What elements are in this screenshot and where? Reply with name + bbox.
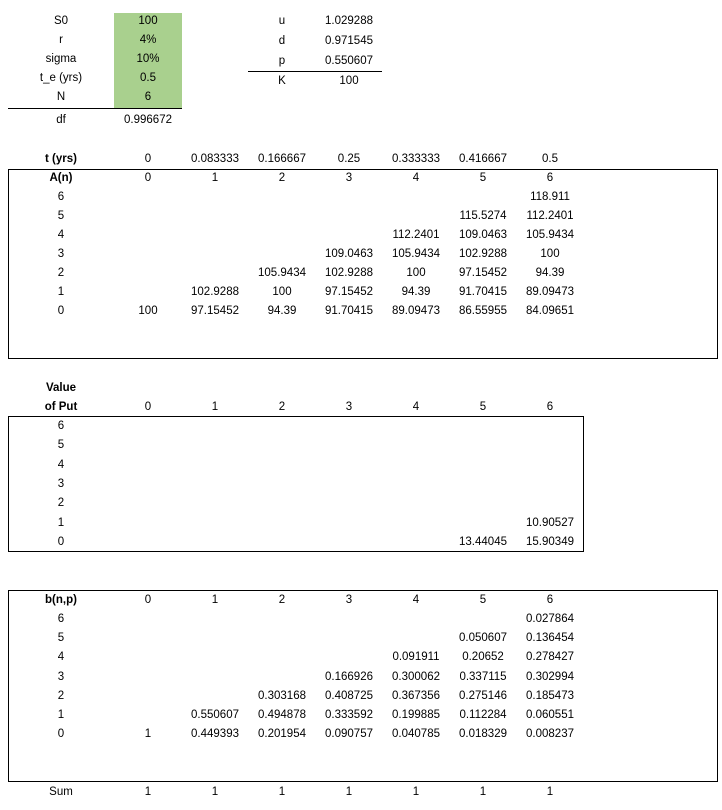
binom-cell: 0.275146	[459, 689, 507, 702]
binom-cell: 0.449393	[191, 728, 239, 741]
tree-col-header: 1	[211, 172, 219, 184]
derived-label: p	[278, 55, 286, 67]
tree-cell: 89.09473	[392, 305, 440, 317]
binom-row-index: 0	[57, 728, 65, 741]
derived-label: u	[278, 15, 286, 27]
tree-row-index: 6	[57, 191, 65, 203]
df-label: df	[56, 114, 66, 126]
binom-col-header: 0	[144, 594, 152, 606]
binom-cell: 0.018329	[459, 728, 507, 741]
tree-col-header: 3	[345, 172, 353, 184]
sum-value: 1	[479, 786, 487, 798]
binom-cell: 0.333592	[325, 709, 373, 721]
tree-cell: 100	[540, 248, 560, 260]
param-value: 4%	[139, 34, 157, 46]
param-value: 100	[138, 15, 158, 27]
binom-cell: 0.060551	[526, 709, 574, 721]
binom-cell: 0.090757	[325, 728, 373, 741]
tree-cell: 105.9434	[258, 267, 306, 279]
tree-cell: 97.15452	[459, 267, 507, 279]
binom-cell: 0.091911	[392, 651, 440, 664]
binom-col-header: 6	[546, 594, 554, 606]
binom-cell: 0.278427	[526, 651, 574, 664]
tree-cell: 100	[272, 286, 292, 298]
tree-row-index: 1	[57, 286, 65, 298]
params-divider	[8, 108, 182, 109]
binom-col-header: 1	[211, 594, 219, 606]
derived-divider	[248, 71, 382, 72]
tree-row-index: 5	[57, 210, 65, 222]
tree-col-header: 4	[412, 172, 420, 184]
put-col-header: 3	[345, 401, 353, 413]
binom-col-header: 3	[345, 594, 353, 606]
t-value: 0.333333	[392, 153, 440, 165]
binom-cell: 0.185473	[526, 689, 574, 702]
binom-row-index: 3	[57, 670, 65, 683]
binom-cell: 0.300062	[392, 670, 440, 683]
derived-value: 0.550607	[325, 55, 373, 67]
tree-cell: 109.0463	[459, 229, 507, 241]
tree-row-index: 0	[57, 305, 65, 317]
tree-col-header: 2	[278, 172, 286, 184]
put-cell: 15.90349	[526, 535, 574, 548]
binom-cell: 0.20652	[462, 651, 504, 664]
tree-cell: 84.09651	[526, 305, 574, 317]
binom-cell: 0.494878	[258, 709, 306, 721]
derived-value: 1.029288	[325, 15, 373, 27]
binom-row-index: 5	[57, 632, 65, 645]
tree-cell: 105.9434	[526, 229, 574, 241]
put-row-index: 6	[57, 420, 65, 432]
sum-value: 1	[278, 786, 286, 798]
derived-value: 100	[339, 75, 359, 87]
put-row-index: 1	[57, 516, 65, 529]
binom-row-index: 1	[57, 709, 65, 721]
put-value-box	[8, 416, 584, 552]
tree-cell: 109.0463	[325, 248, 373, 260]
derived-value: 0.971545	[325, 35, 373, 47]
tree-cell: 97.15452	[191, 305, 239, 317]
tree-col-header: 6	[546, 172, 554, 184]
tree-cell: 94.39	[267, 305, 297, 317]
tree-cell: 91.70415	[459, 286, 507, 298]
binom-label: b(n,p)	[45, 594, 77, 606]
tree-cell: 112.2401	[392, 229, 440, 241]
binom-cell: 0.302994	[526, 670, 574, 683]
binom-cell: 0.008237	[526, 728, 574, 741]
df-value: 0.996672	[124, 114, 172, 126]
param-label: r	[59, 34, 63, 46]
sum-value: 1	[345, 786, 353, 798]
binom-col-header: 5	[479, 594, 487, 606]
derived-label: K	[278, 75, 286, 87]
put-label-line2: of Put	[44, 401, 78, 413]
binom-cell: 0.050607	[459, 632, 507, 645]
tree-cell: 115.5274	[459, 210, 507, 222]
put-cell: 13.44045	[459, 535, 507, 548]
tree-cell: 89.09473	[526, 286, 574, 298]
put-col-header: 1	[211, 401, 219, 413]
t-value: 0.083333	[191, 153, 239, 165]
binom-cell: 0.199885	[392, 709, 440, 721]
tree-cell: 102.9288	[325, 267, 373, 279]
param-value: 10%	[136, 53, 160, 65]
t-value: 0.5	[542, 153, 558, 165]
sum-value: 1	[412, 786, 420, 798]
sum-value: 1	[546, 786, 554, 798]
tree-cell: 118.911	[530, 191, 570, 203]
binom-cell: 0.337115	[459, 670, 507, 683]
binom-row-index: 2	[57, 689, 65, 702]
binom-cell: 0.166926	[325, 670, 373, 683]
param-value: 6	[144, 91, 152, 103]
binom-row-index: 4	[57, 651, 65, 664]
put-row-index: 3	[57, 477, 65, 490]
tree-cell: 100	[406, 267, 426, 279]
param-label: t_e (yrs)	[39, 72, 83, 84]
a-label: A(n)	[49, 172, 73, 184]
put-col-header: 0	[144, 401, 152, 413]
binom-col-header: 4	[412, 594, 420, 606]
binom-cell: 1	[144, 728, 152, 741]
put-row-index: 5	[57, 439, 65, 452]
t-value: 0.25	[337, 153, 361, 165]
tree-cell: 86.55955	[459, 305, 507, 317]
sum-value: 1	[211, 786, 219, 798]
param-label: S0	[53, 15, 69, 27]
tree-cell: 112.2401	[526, 210, 574, 222]
tree-row-index: 3	[57, 248, 65, 260]
binom-cell: 0.027864	[526, 613, 574, 625]
put-col-header: 5	[479, 401, 487, 413]
tree-cell: 102.9288	[191, 286, 239, 298]
t-value: 0	[144, 153, 152, 165]
put-row-index: 4	[57, 458, 65, 471]
tree-row-index: 4	[57, 229, 65, 241]
t-value: 0.416667	[459, 153, 507, 165]
put-col-header: 6	[546, 401, 554, 413]
put-label-line1: Value	[45, 382, 77, 394]
binom-cell: 0.136454	[526, 632, 574, 645]
binom-cell: 0.303168	[258, 689, 306, 702]
binom-cell: 0.112284	[459, 709, 507, 721]
sum-value: 1	[144, 786, 152, 798]
tree-cell: 94.39	[535, 267, 565, 279]
put-row-index: 2	[57, 497, 65, 510]
tree-cell: 105.9434	[392, 248, 440, 260]
binom-cell: 0.040785	[392, 728, 440, 741]
tree-cell: 94.39	[401, 286, 431, 298]
put-col-header: 4	[412, 401, 420, 413]
param-value: 0.5	[140, 72, 156, 84]
tree-cell: 91.70415	[325, 305, 373, 317]
derived-label: d	[278, 35, 286, 47]
binom-cell: 0.408725	[325, 689, 373, 702]
put-row-index: 0	[57, 535, 65, 548]
tree-cell: 102.9288	[459, 248, 507, 260]
t-value: 0.166667	[258, 153, 306, 165]
t-label: t (yrs)	[45, 153, 77, 165]
put-col-header: 2	[278, 401, 286, 413]
param-label: sigma	[45, 53, 77, 65]
binom-col-header: 2	[278, 594, 286, 606]
tree-col-header: 0	[144, 172, 152, 184]
tree-cell: 97.15452	[325, 286, 373, 298]
param-label: N	[56, 91, 66, 103]
binom-cell: 0.201954	[258, 728, 306, 741]
tree-row-index: 2	[57, 267, 65, 279]
binom-row-index: 6	[57, 613, 65, 625]
binom-cell: 0.550607	[191, 709, 239, 721]
put-cell: 10.90527	[526, 516, 574, 529]
sum-label: Sum	[49, 786, 73, 798]
tree-col-header: 5	[479, 172, 487, 184]
binom-cell: 0.367356	[392, 689, 440, 702]
tree-cell: 100	[138, 305, 158, 317]
